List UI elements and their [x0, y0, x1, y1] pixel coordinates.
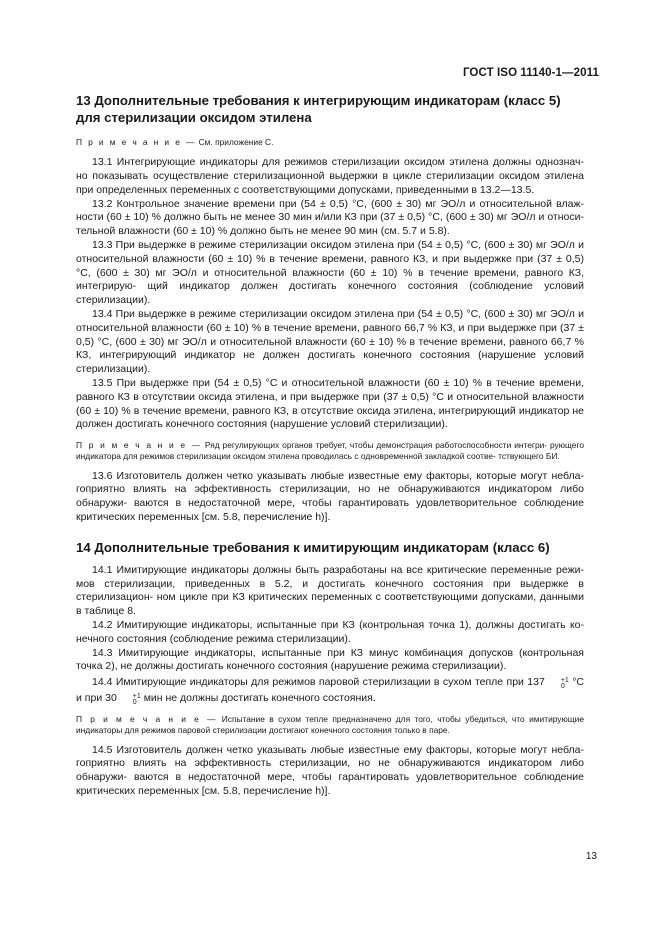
paragraph-14-4-part-a: 14.4 Имитирующие индикаторы для режимов паровой стерилизации в сухом тепле при 137 [92, 676, 545, 689]
note-dry-heat [76, 714, 584, 736]
page-content [76, 92, 584, 799]
note-text: См. приложение С. [196, 137, 274, 147]
temperature-tolerance-lower: 0 [560, 683, 565, 691]
paragraph-13-1: 13.1 Интегрирующие индикаторы для режимов стерилизации оксидом этилена должны однознач- но показывать осуществление стерилизационной выдержки в цикле стерилизации оксидом этилена при определенных переменных с соответствующими допусками, приведенными в 13.2—13.5. [76, 156, 584, 196]
paragraph-14-1: 14.1 Имитирующие индикаторы должны быть разработаны на все критические переменные режи- мов стерилизации, приведенных в 5.2, и достигать конечного состояния при выдержке в стерилизацион- ном цикле при КЗ критических переменных с соответствующими допусками, данными в таблице 8. [76, 563, 584, 618]
note-label: П р и м е ч а н и е — [76, 714, 218, 725]
paragraph-13-3: 13.3 При выдержке в режиме стерилизации оксидом этилена при (54 ± 0,5) °C, (600 ± 30) мг ЭО/л и относительной влажности (60 ± 10) % в течение времени, равного КЗ, и при выдержке при (37 ± 0,5) °C, (600 ± 30) мг ЭО/л и относительной влажности (60 ± 10) % в течение времени, равного КЗ, интегрирую- щий индикатор должен достигать конечного состояния (соблюдение условий стерилизации). [76, 238, 584, 307]
section-13-title-line2: для стерилизации оксидом этилена [76, 110, 312, 125]
note-label: П р и м е ч а н и е — [76, 440, 203, 451]
paragraph-14-3: 14.3 Имитирующие индикаторы, испытанные при КЗ минус комбинация допусков (контрольная точка 2), не должны достигать конечного состояния (нарушение режима стерилизации). [76, 646, 584, 673]
paragraph-14-4-part-d: мин не должны достигать конечного состояния. [140, 692, 376, 705]
paragraph-14-4-part-b: °C и [76, 676, 584, 705]
paragraph-14-5: 14.5 Изготовитель должен четко указывать любые известные ему факторы, которые могут небла- гоприятно влиять на эффективность стерилизации, но не обнаруживаются индикатором либо обнаружи- ваются в недостаточной мере, чтобы гарантировать удовлетворительное соблюдение критических переменных [см. 5.8, перечисление h)]. [76, 743, 584, 797]
note-see-annex [76, 137, 584, 148]
paragraph-14-2: 14.2 Имитирующие индикаторы, испытанные при КЗ (контрольная точка 1), должны достигать ко- нечного состояния (соблюдение режима стерилизации). [76, 618, 584, 645]
note-regulatory [76, 440, 584, 462]
note-text: Испытание в сухом тепле предназначено для того, чтобы убедиться, что имитирующие индикаторы для режимов паровой стерилизации достигают конечного состояния только в паре. [76, 714, 585, 736]
temperature-tolerance-upper: +1 [560, 677, 569, 685]
time-tolerance-upper: +1 [132, 693, 141, 701]
temperature-tolerance [545, 678, 569, 690]
page-number: 13 [585, 851, 597, 862]
note-text: Ряд регулирующих органов требует, чтобы демонстрация работоспособности интегри- рующего индикатора для режимов стерилизации оксидом этилена проводилась с одновременной закладкой соотве- тствующего БИ. [76, 440, 584, 462]
section-13-heading [76, 92, 584, 126]
paragraph-13-5: 13.5 При выдержке при (54 ± 0,5) °C и относительной влажности (60 ± 10) % в течение времени, равного КЗ в отсутствии оксида этилена, и при выдержке при (37 ± 0,5) °C и относительной влажности (60 ± 10) % в течение времени, равного КЗ, в отсутствие оксида этилена, интегрирующий индикатор не должен достигать конечного состояния (нарушение условий стерилизации). [76, 376, 584, 431]
paragraph-13-4: 13.4 При выдержке в режиме стерилизации оксидом этилена при (54 ± 0,5) °C, (600 ± 30) мг ЭО/л и относительной влажности (60 ± 10) % в течение времени, равного 66,7 % КЗ, и при выдержке при (37 ± 0,5) °C, (600 ± 30) мг ЭО/л и относительной влажности (60 ± 10) % в течение времени, равного 66,7 % КЗ, интегрирующий индикатор не должен достигать конечного состояния (нарушение условий стерилизации). [76, 307, 584, 376]
document-code-header: ГОСТ ISO 11140-1—2011 [462, 67, 599, 79]
time-tolerance-lower: 0 [132, 699, 137, 707]
paragraph-13-6: 13.6 Изготовитель должен четко указывать любые известные ему факторы, которые могут небла- гоприятно влиять на эффективность стерилизации, но не обнаруживаются индикатором либо обнаружи- ваются в недостаточной мере, чтобы гарантировать удовлетворительное соблюдение критических переменных [см. 5.8, перечисление h)]. [76, 469, 584, 523]
paragraph-14-4-part-c: при 30 [84, 692, 117, 705]
section-13-title-line1: 13 Дополнительные требования к интегрирующим индикаторам (класс 5) [76, 93, 561, 108]
paragraph-13-2: 13.2 Контрольное значение времени при (54 ± 0,5) °C, (600 ± 30) мг ЭО/л и относительной влаж- ности (60 ± 10) % должно быть не менее 30 мин и/или КЗ при (37 ± 0,5) °C, (600 ± 30) мг ЭО/л и относи- тельной влажности (60 ± 10) % должно быть не менее 90 мин (см. 5.7 и 5.8). [76, 197, 584, 238]
time-tolerance [117, 694, 141, 706]
note-label: П р и м е ч а н и е — [76, 137, 197, 147]
paragraph-14-4 [76, 674, 584, 706]
section-14-heading: 14 Дополнительные требования к имитирующим индикаторам (класс 6) [76, 539, 550, 555]
